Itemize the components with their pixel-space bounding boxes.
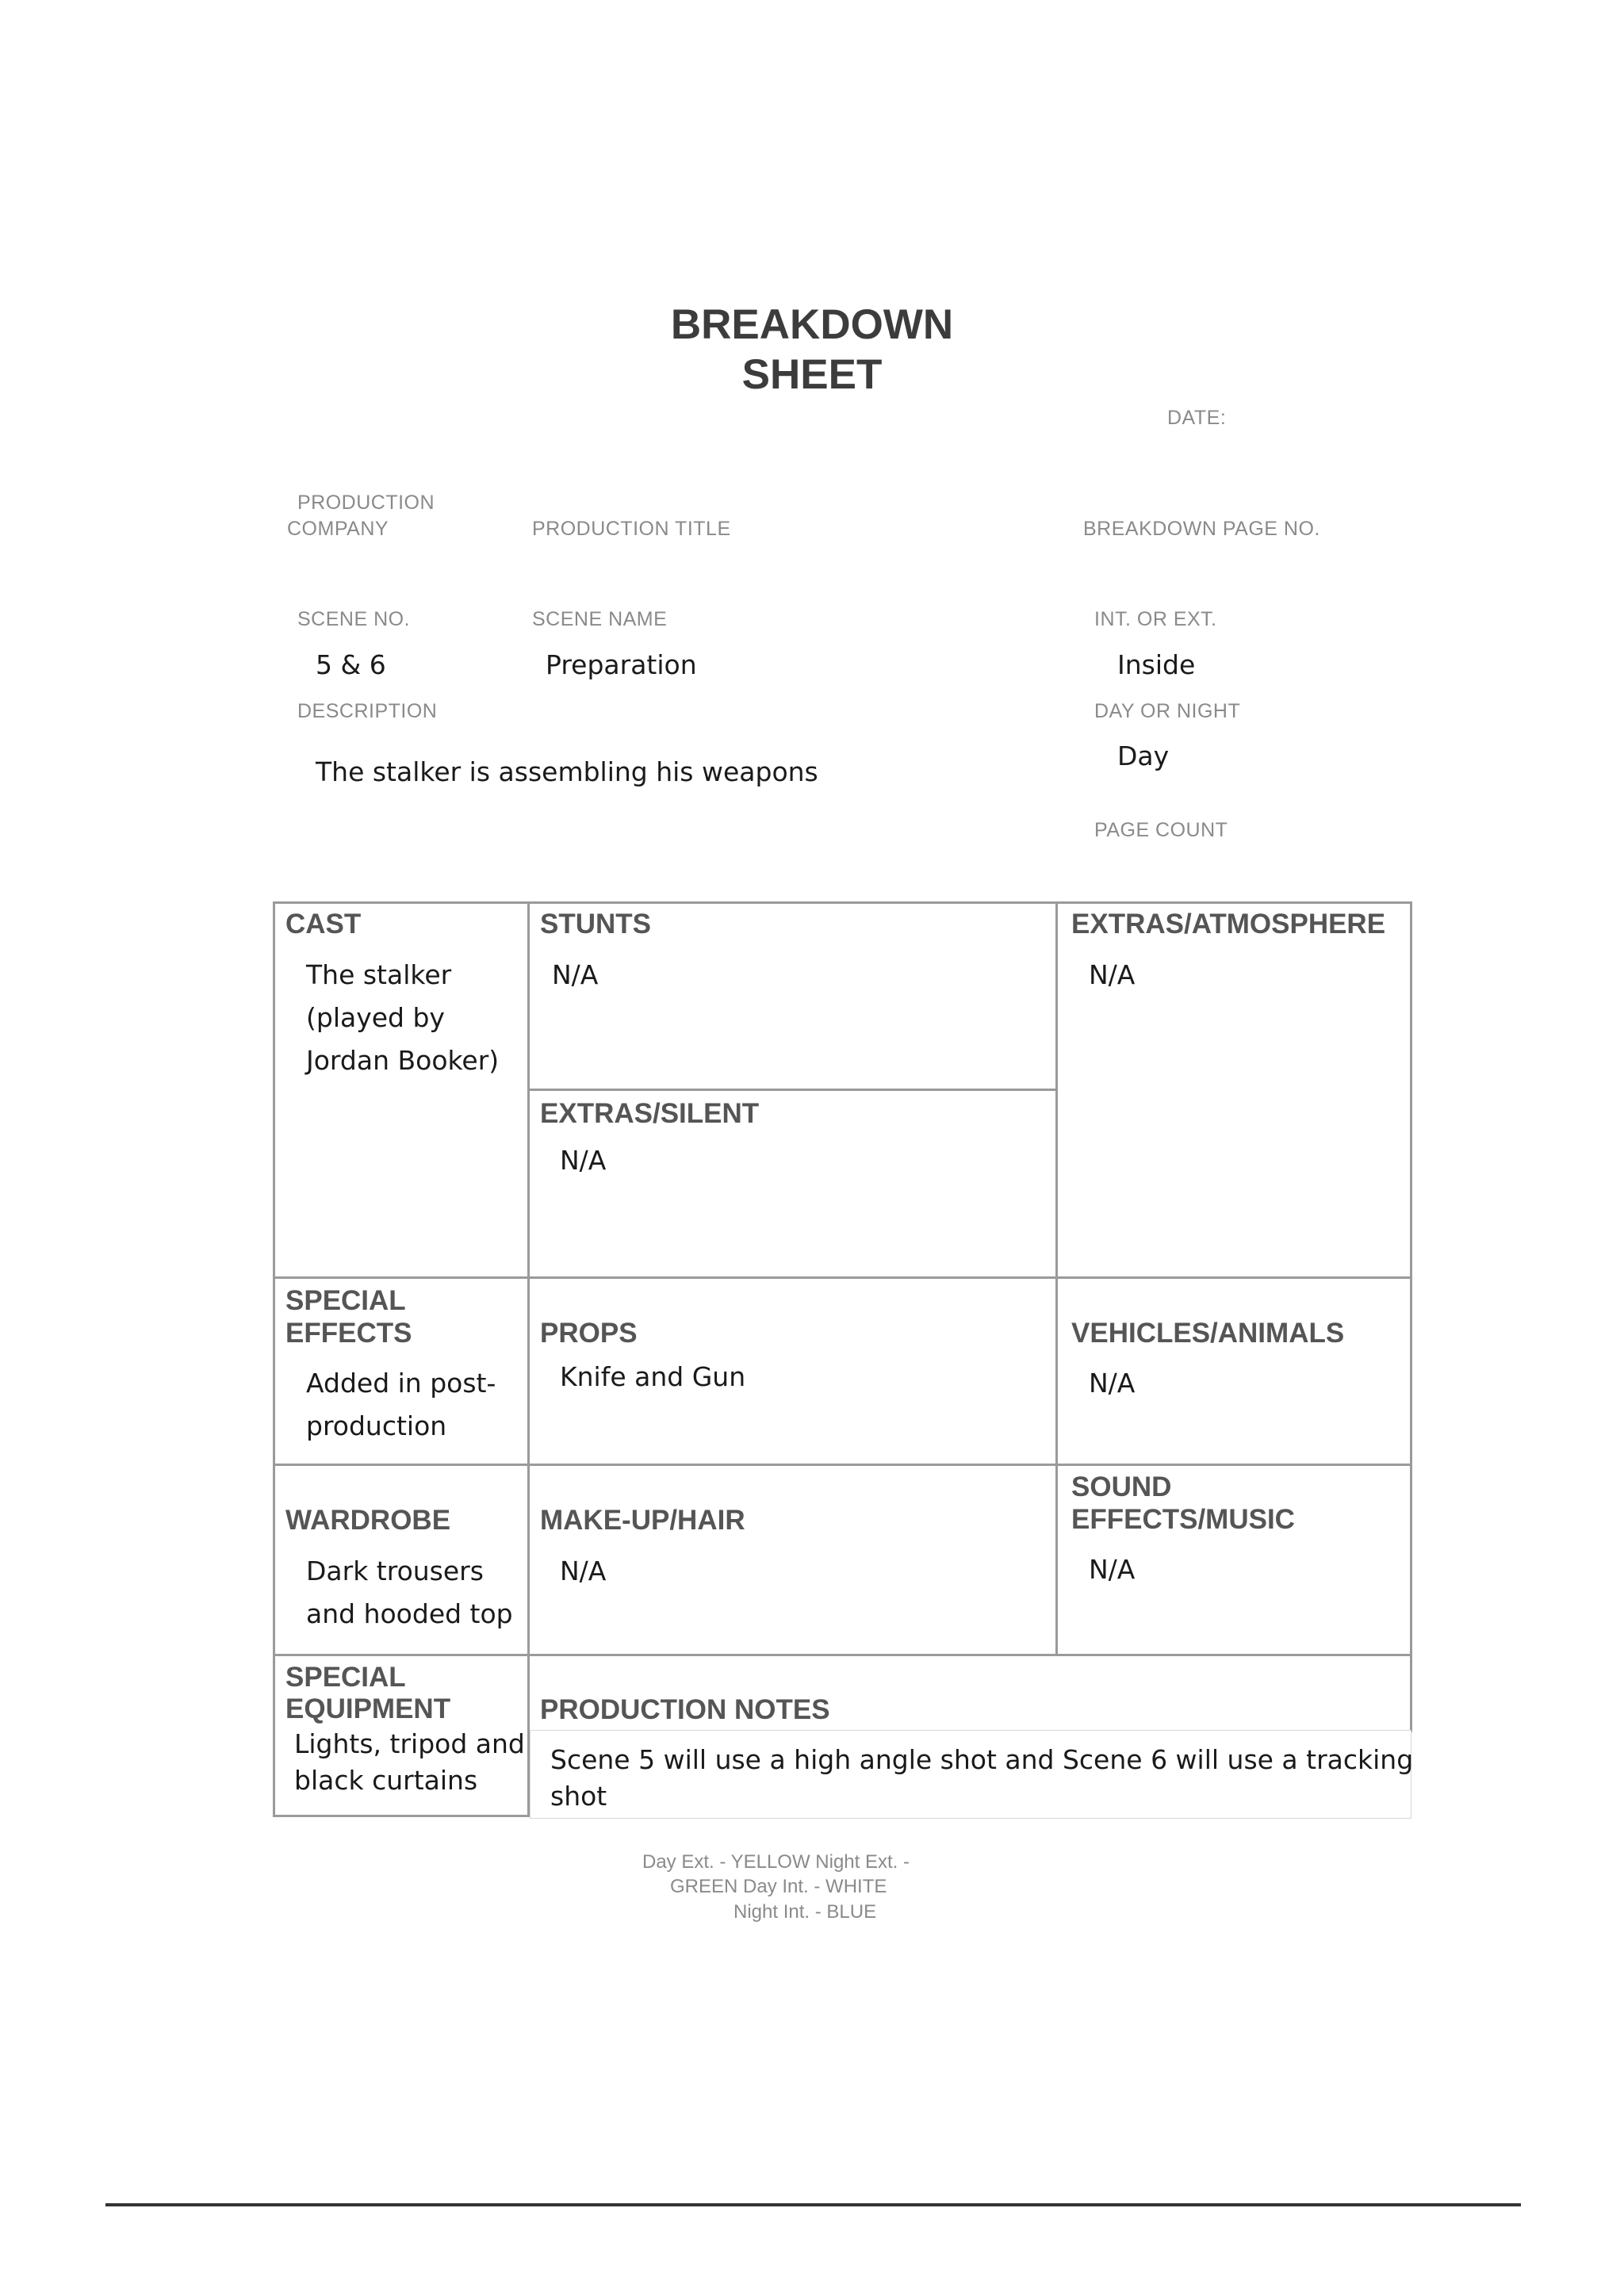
grid-top-border xyxy=(273,901,1412,904)
bottom-rule xyxy=(105,2203,1521,2206)
wardrobe-line-1: Dark trousers xyxy=(306,1556,484,1586)
grid-col-line-2 xyxy=(1055,901,1058,1656)
production-title-label: PRODUCTION TITLE xyxy=(532,518,731,540)
extras-atmosphere-label: EXTRAS/ATMOSPHERE xyxy=(1071,909,1386,939)
extras-silent-value: N/A xyxy=(560,1145,607,1176)
vehicles-animals-value: N/A xyxy=(1089,1368,1136,1399)
special-equipment-label-2: EQUIPMENT xyxy=(285,1693,451,1724)
stunts-value: N/A xyxy=(552,959,599,990)
grid-row-line-3 xyxy=(273,1654,1412,1656)
production-notes-line-1: Scene 5 will use a high angle shot and Scene 6 will use a tracking xyxy=(550,1744,1414,1775)
cast-line-3: Jordan Booker) xyxy=(306,1045,500,1076)
special-effects-line-2: production xyxy=(306,1410,447,1441)
legend-line-2: GREEN Day Int. - WHITE xyxy=(670,1876,887,1897)
special-equipment-line-2: black curtains xyxy=(294,1765,478,1796)
stunts-label: STUNTS xyxy=(540,909,651,939)
day-night-label: DAY OR NIGHT xyxy=(1094,700,1241,722)
breakdown-page-label: BREAKDOWN PAGE NO. xyxy=(1083,518,1320,540)
grid-bottom-border-left xyxy=(273,1815,530,1817)
int-ext-label: INT. OR EXT. xyxy=(1094,608,1217,630)
special-effects-line-1: Added in post- xyxy=(306,1368,496,1399)
scene-no-value: 5 & 6 xyxy=(316,649,386,680)
grid-left-border xyxy=(273,901,275,1817)
grid-col-line-1 xyxy=(527,901,530,1817)
date-label: DATE: xyxy=(1167,407,1227,429)
extras-silent-label: EXTRAS/SILENT xyxy=(540,1098,760,1129)
sheet-title-line2: SHEET xyxy=(741,351,883,398)
makeup-hair-label: MAKE-UP/HAIR xyxy=(540,1505,745,1536)
special-equipment-label-1: SPECIAL xyxy=(285,1662,406,1693)
special-equipment-line-1: Lights, tripod and xyxy=(294,1728,525,1759)
description-value: The stalker is assembling his weapons xyxy=(316,756,818,787)
legend-line-3: Night Int. - BLUE xyxy=(733,1901,877,1923)
props-value: Knife and Gun xyxy=(560,1361,746,1392)
scene-name-value: Preparation xyxy=(546,649,697,680)
production-notes-label: PRODUCTION NOTES xyxy=(540,1694,830,1725)
extras-atmosphere-value: N/A xyxy=(1089,959,1136,990)
makeup-hair-value: N/A xyxy=(560,1556,607,1586)
production-company-label-2: COMPANY xyxy=(287,518,389,540)
special-effects-label-1: SPECIAL xyxy=(285,1285,406,1316)
page-count-label: PAGE COUNT xyxy=(1094,819,1228,841)
scene-name-label: SCENE NAME xyxy=(532,608,668,630)
production-notes-line-2: shot xyxy=(550,1781,607,1812)
sheet-title-line1: BREAKDOWN xyxy=(670,301,954,348)
legend-line-1: Day Ext. - YELLOW Night Ext. - xyxy=(642,1851,910,1873)
day-night-value: Day xyxy=(1117,740,1170,771)
grid-row-line-stunts xyxy=(527,1089,1058,1091)
production-company-label-1: PRODUCTION xyxy=(297,492,435,514)
special-effects-label-2: EFFECTS xyxy=(285,1318,412,1349)
wardrobe-line-2: and hooded top xyxy=(306,1598,513,1629)
vehicles-animals-label: VEHICLES/ANIMALS xyxy=(1071,1318,1345,1349)
sound-effects-value: N/A xyxy=(1089,1554,1136,1585)
sound-effects-label-2: EFFECTS/MUSIC xyxy=(1071,1504,1295,1535)
cast-line-2: (played by xyxy=(306,1002,445,1033)
description-label: DESCRIPTION xyxy=(297,700,438,722)
grid-right-border xyxy=(1410,901,1412,1732)
int-ext-value: Inside xyxy=(1117,649,1196,680)
props-label: PROPS xyxy=(540,1318,638,1349)
cast-label: CAST xyxy=(285,909,362,939)
cast-line-1: The stalker xyxy=(306,959,452,990)
sound-effects-label-1: SOUND xyxy=(1071,1471,1172,1502)
wardrobe-label: WARDROBE xyxy=(285,1505,451,1536)
grid-row-line-2 xyxy=(273,1464,1412,1466)
scene-no-label: SCENE NO. xyxy=(297,608,411,630)
grid-row-line-1 xyxy=(273,1276,1412,1279)
